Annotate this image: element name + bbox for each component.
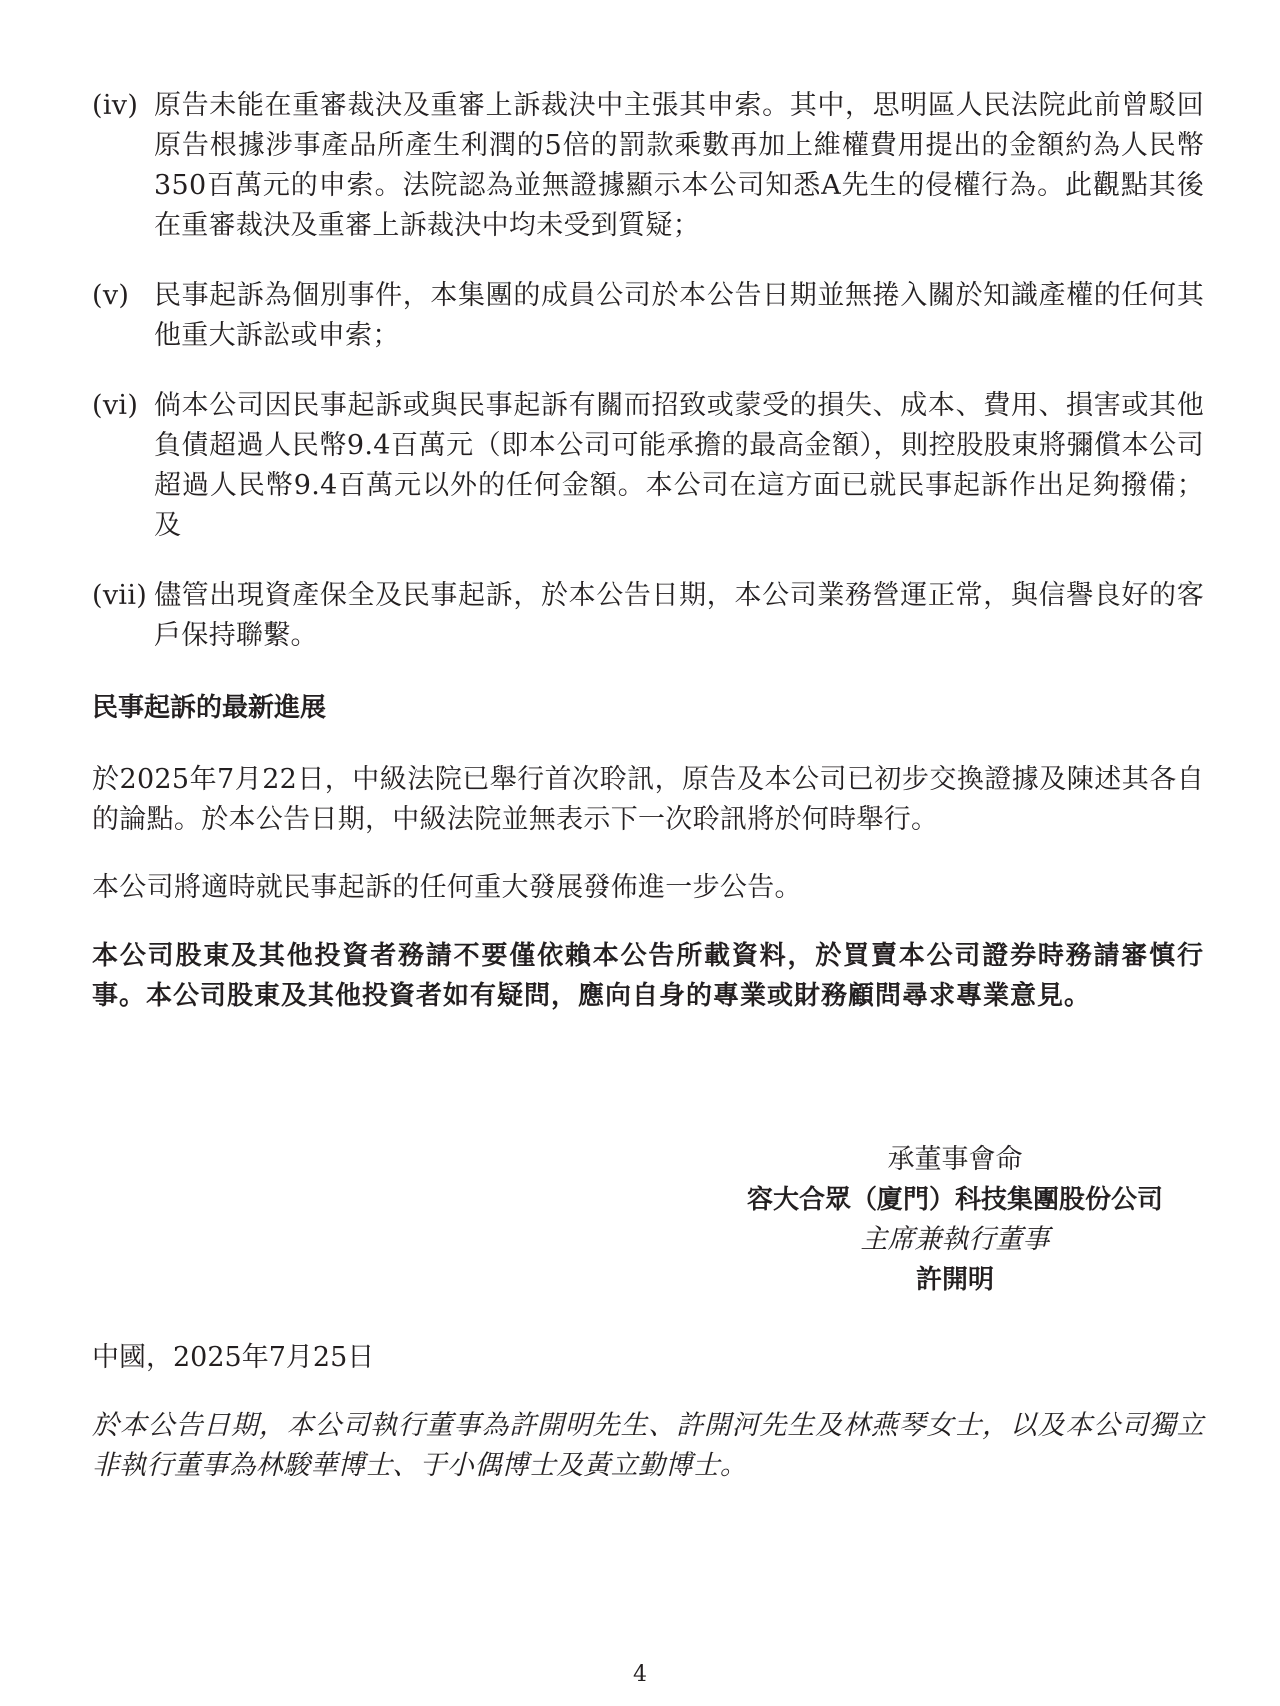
section-heading: 民事起訴的最新進展 [92,693,327,723]
list-item-iv [92,86,1204,246]
progress-paragraph: 於2025年7月22日，中級法院已舉行首次聆訊，原告及本公司已初步交換證據及陳述其各自的論點。於本公告日期，中級法院並無表示下一次聆訊將於何時舉行。 [92,764,1204,835]
list-item-vii [92,576,1204,656]
list-item-number: (v) [92,280,130,311]
list-item-number: (iv) [92,90,139,121]
list-item-v [92,276,1204,356]
date-line: 中國，2025年7月25日 [92,1342,375,1373]
further-announcement-paragraph: 本公司將適時就民事起訴的任何重大發展發佈進一步公告。 [92,872,802,903]
list-item-number: (vi) [92,390,139,421]
list-item-text: 倘本公司因民事起訴或與民事起訴有關而招致或蒙受的損失、成本、費用、損害或其他負債超過人民幣9.4百萬元（即本公司可能承擔的最高金額），則控股股東將彌償本公司超過人民幣9.4百萬元以外的任何金額。本公司在這方面已就民事起訴作出足夠撥備；及 [154,390,1204,541]
by-order-line: 承董事會命 [887,1144,1023,1175]
list-item-text: 儘管出現資產保全及民事起訴，於本公告日期，本公司業務營運正常，與信譽良好的客戶保持聯繫。 [154,580,1204,651]
company-name: 容大合眾（廈門）科技集團股份公司 [746,1185,1163,1215]
list-item-text: 民事起訴為個別事件，本集團的成員公司於本公告日期並無捲入關於知識產權的任何其他重大訴訟或申索； [154,280,1204,351]
signature-block [700,1140,1210,1300]
list-item-number: (vii) [92,580,148,611]
directors-note: 於本公告日期，本公司執行董事為許開明先生、許開河先生及林燕琴女士，以及本公司獨立非執行董事為林駿華博士、于小偶博士及黃立勤博士。 [92,1410,1204,1481]
signatory-title: 主席兼執行董事 [860,1224,1050,1255]
list-item-vi [92,386,1204,546]
list-item-text: 原告未能在重審裁決及重審上訴裁決中主張其申索。其中，思明區人民法院此前曾駁回原告根據涉事產品所產生利潤的5倍的罰款乘數再加上維權費用提出的金額約為人民幣350百萬元的申索。法院認為並無證據顯示本公司知悉A先生的侵權行為。此觀點其後在重審裁決及重審上訴裁決中均未受到質疑； [154,90,1204,241]
investor-warning-paragraph: 本公司股東及其他投資者務請不要僅依賴本公告所載資料，於買賣本公司證券時務請審慎行事。本公司股東及其他投資者如有疑問，應向自身的專業或財務顧問尋求專業意見。 [92,941,1204,1011]
page-number: 4 [633,1662,647,1687]
main-content [92,86,1204,1016]
signatory-name: 許開明 [915,1265,994,1295]
